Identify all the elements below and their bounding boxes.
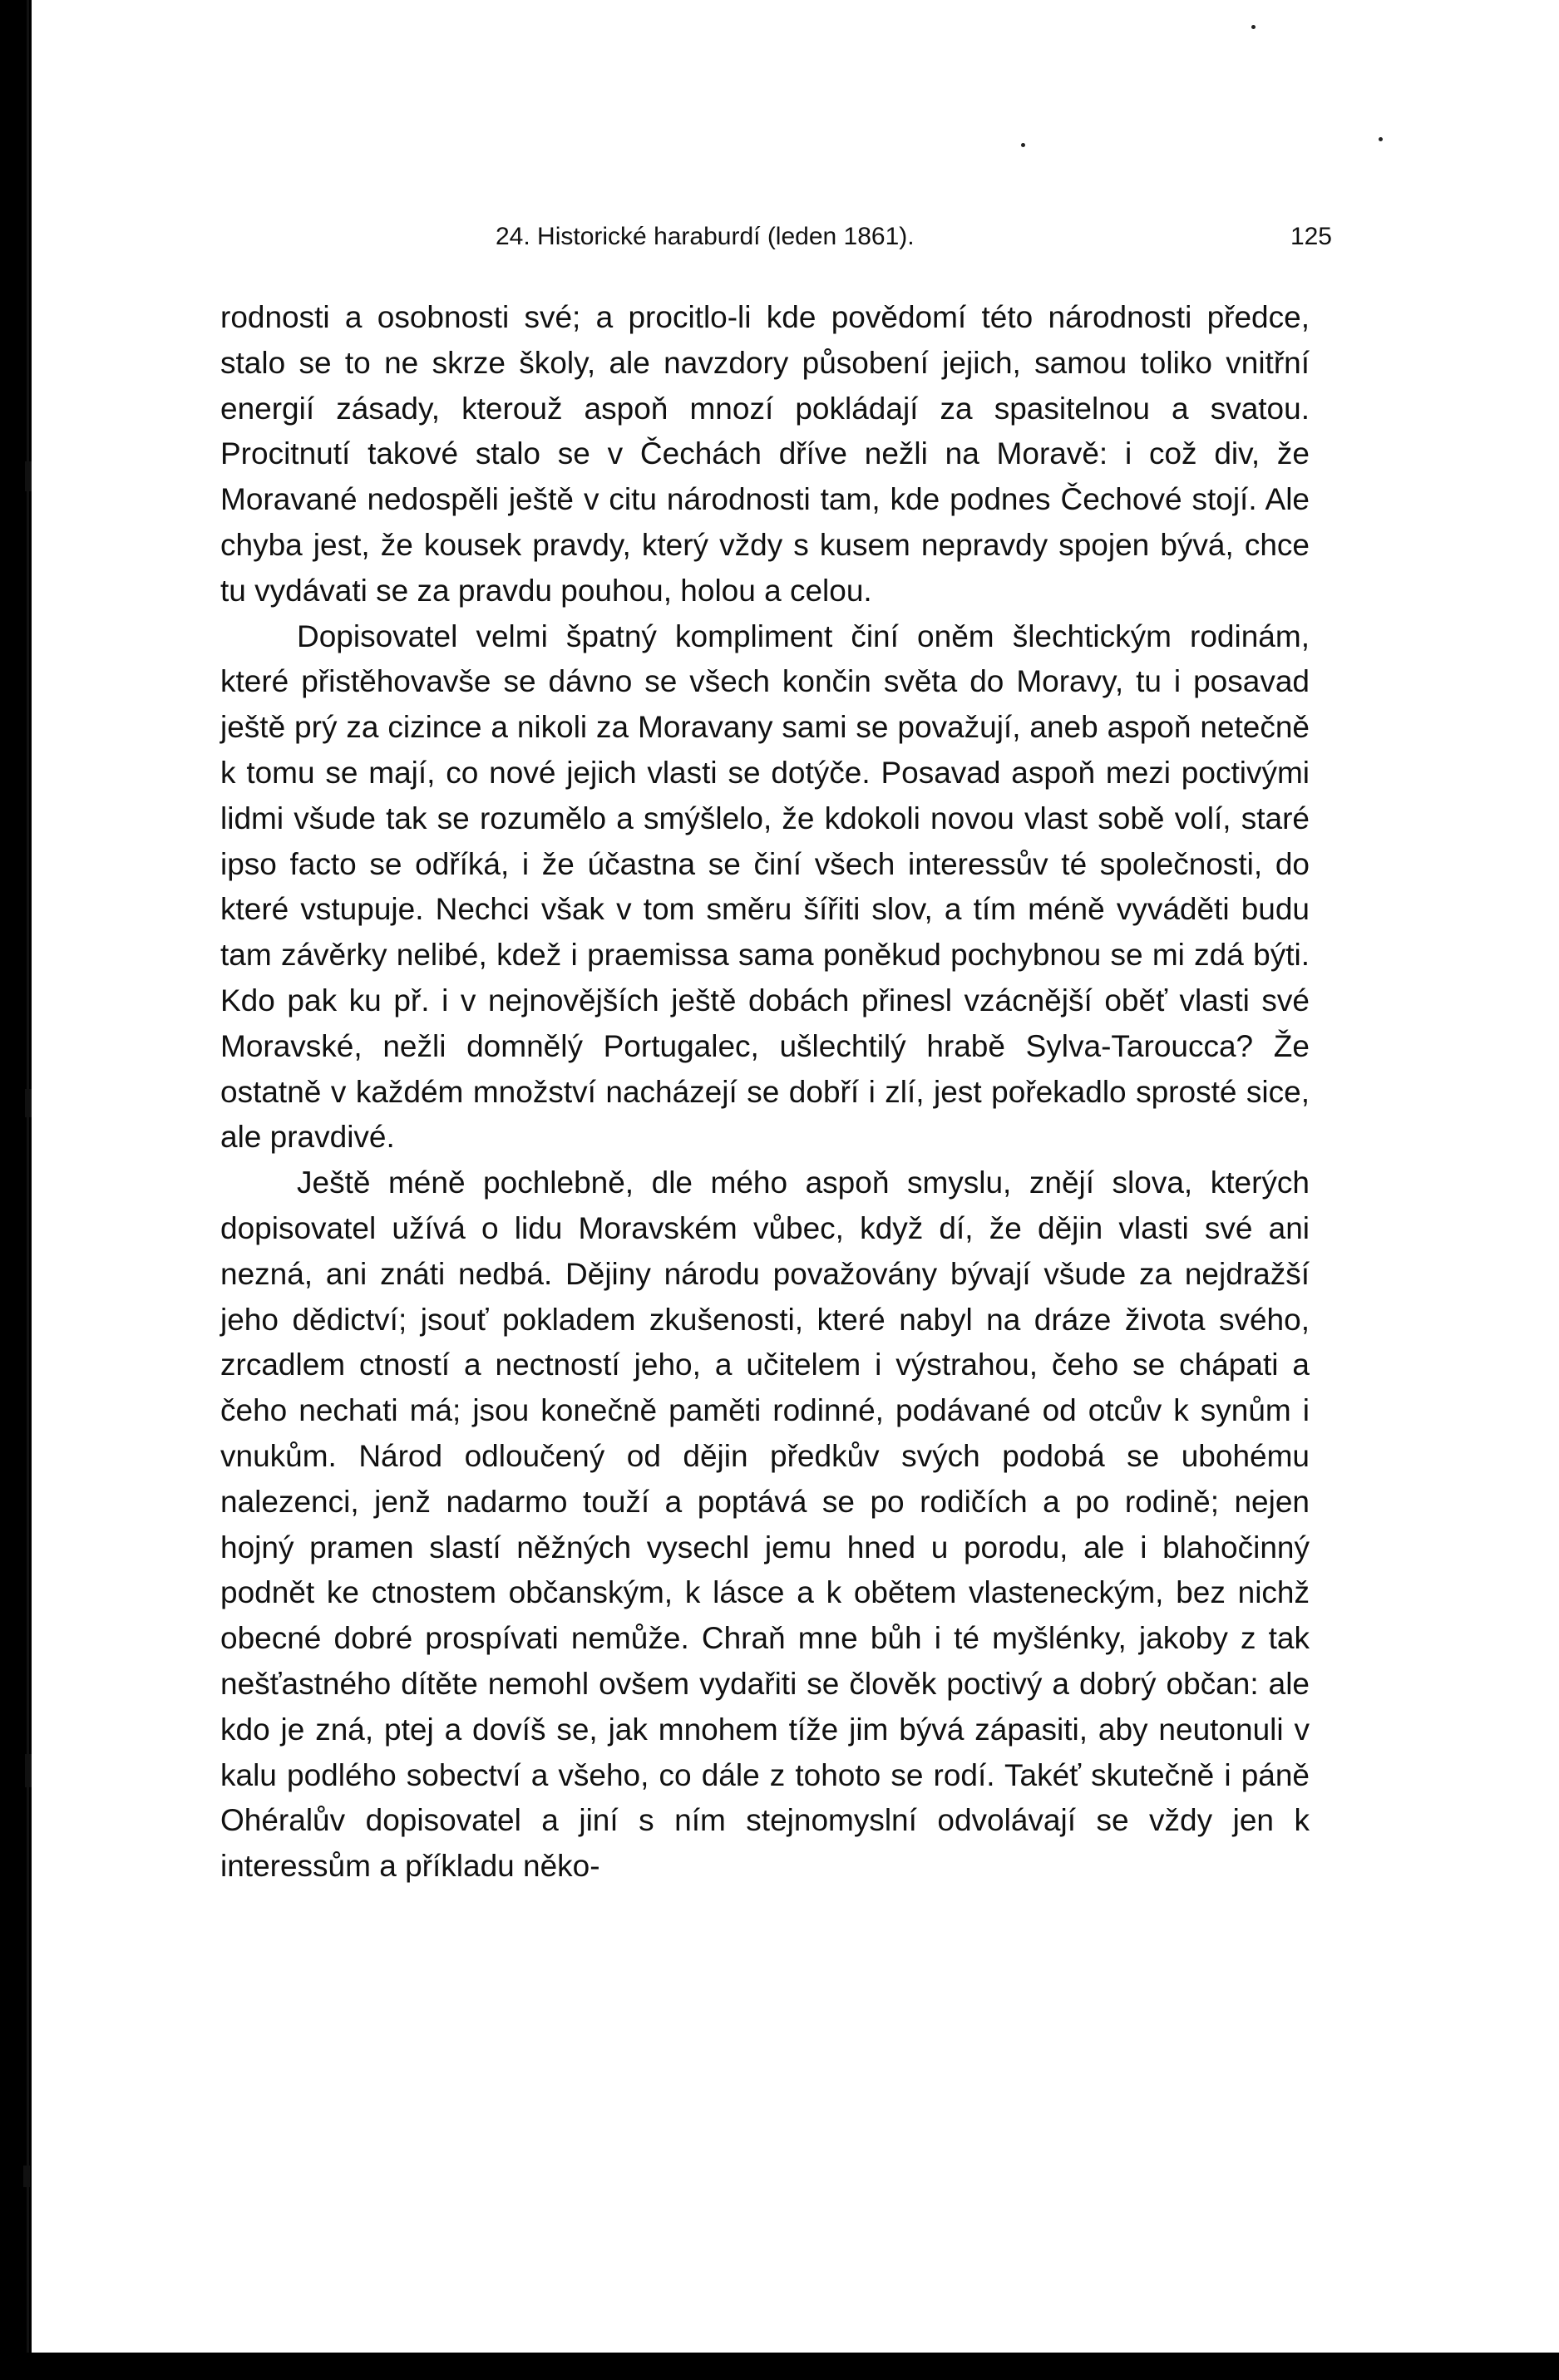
running-title: 24. Historické haraburdí (leden 1861).	[496, 223, 915, 250]
body-text	[220, 295, 1310, 1890]
running-header	[218, 218, 1332, 259]
page-edge-shadow	[27, 0, 29, 2353]
margin-mark	[23, 2166, 30, 2187]
margin-mark	[25, 461, 32, 491]
paragraph-3: Ještě méně pochlebně, dle mého aspoň smyslu, znějí slova, kterých dopisovatel užívá o lidu Moravském vůbec, když dí, že dějin vlasti své ani nezná, ani znáti nedbá. Dějiny národu považovány bývají všude za nejdražší jeho dědictví; jsouť pokladem zkušenosti, které nabyl na dráze života svého, zrcadlem ctností a nectností jeho, a učitelem i výstrahou, čeho se chápati a čeho nechati má; jsou konečně paměti rodinné, podávané od otcův k synům i vnukům. Národ odloučený od dějin předkův svých podobá se ubohému nalezenci, jenž nadarmo touží a poptává se po rodičích a po rodině; nejen hojný pramen slastí něžných vysechl jemu hned u porodu, ale i blahočinný podnět ke ctnostem občanským, k lásce a k obětem vlasteneckým, bez nichž obecné dobré prospívati nemůže. Chraň mne bůh i té myšlénky, jakoby z tak nešťastného dítěte nemohl ovšem vydařiti se člověk poctivý a dobrý občan: ale kdo je zná, ptej a dovíš se, jak mnohem tíže jim bývá zápasiti, aby neutonuli v kalu podlého sobectví a všeho, co dále z tohoto se rodí. Takéť skutečně i páně Ohéralův dopisovatel a jiní s ním stejnomyslní odvolávají se vždy jen k interessům a příkladu něko-	[220, 1165, 1310, 1884]
paragraph-1: rodnosti a osobnosti své; a procitlo-li kde povědomí této národnosti předce, stalo se to ne skrze školy, ale navzdory působení jejich, samou toliko vnitřní energií zásady, kterouž aspoň mnozí pokládají za spasitelnou a svatou. Procitnutí takové stalo se v Čechách dříve nežli na Moravě: i což div, že Moravané nedospěli ještě v citu národnosti tam, kde podnes Čechové stojí. Ale chyba jest, že kousek pravdy, který vždy s kusem nepravdy spojen bývá, chce tu vydávati se za pravdu pouhou, holou a celou.	[220, 300, 1310, 608]
page-number: 125	[1290, 223, 1332, 250]
margin-mark	[25, 1754, 32, 1787]
paragraph-2: Dopisovatel velmi špatný kompliment činí oněm šlechtickým rodinám, které přistěhovavše se dávno se všech končin světa do Moravy, tu i posavad ještě prý za cizince a nikoli za Moravany sami se považují, aneb aspoň netečně k tomu se mají, co nové jejich vlasti se dotýče. Posavad aspoň mezi poctivými lidmi všude tak se rozumělo a smýšlelo, že kdokoli novou vlast sobě volí, staré ipso facto se odříká, i že účastna se činí všech interessův té společnosti, do které vstupuje. Nechci však v tom směru šířiti slov, a tím méně vyváděti budu tam závěrky nelibé, kdež i praemissa sama poněkud pochybnou se mi zdá býti. Kdo pak ku př. i v nejnovějších ještě dobách přinesl vzácnější oběť vlasti své Moravské, nežli domnělý Portugalec, ušlechtilý hrabě Sylva-Taroucca? Že ostatně v každém množství nacházejí se dobří i zlí, jest pořekadlo sprosté sice, ale pravdivé.	[220, 618, 1310, 1155]
margin-mark	[25, 1089, 32, 1117]
